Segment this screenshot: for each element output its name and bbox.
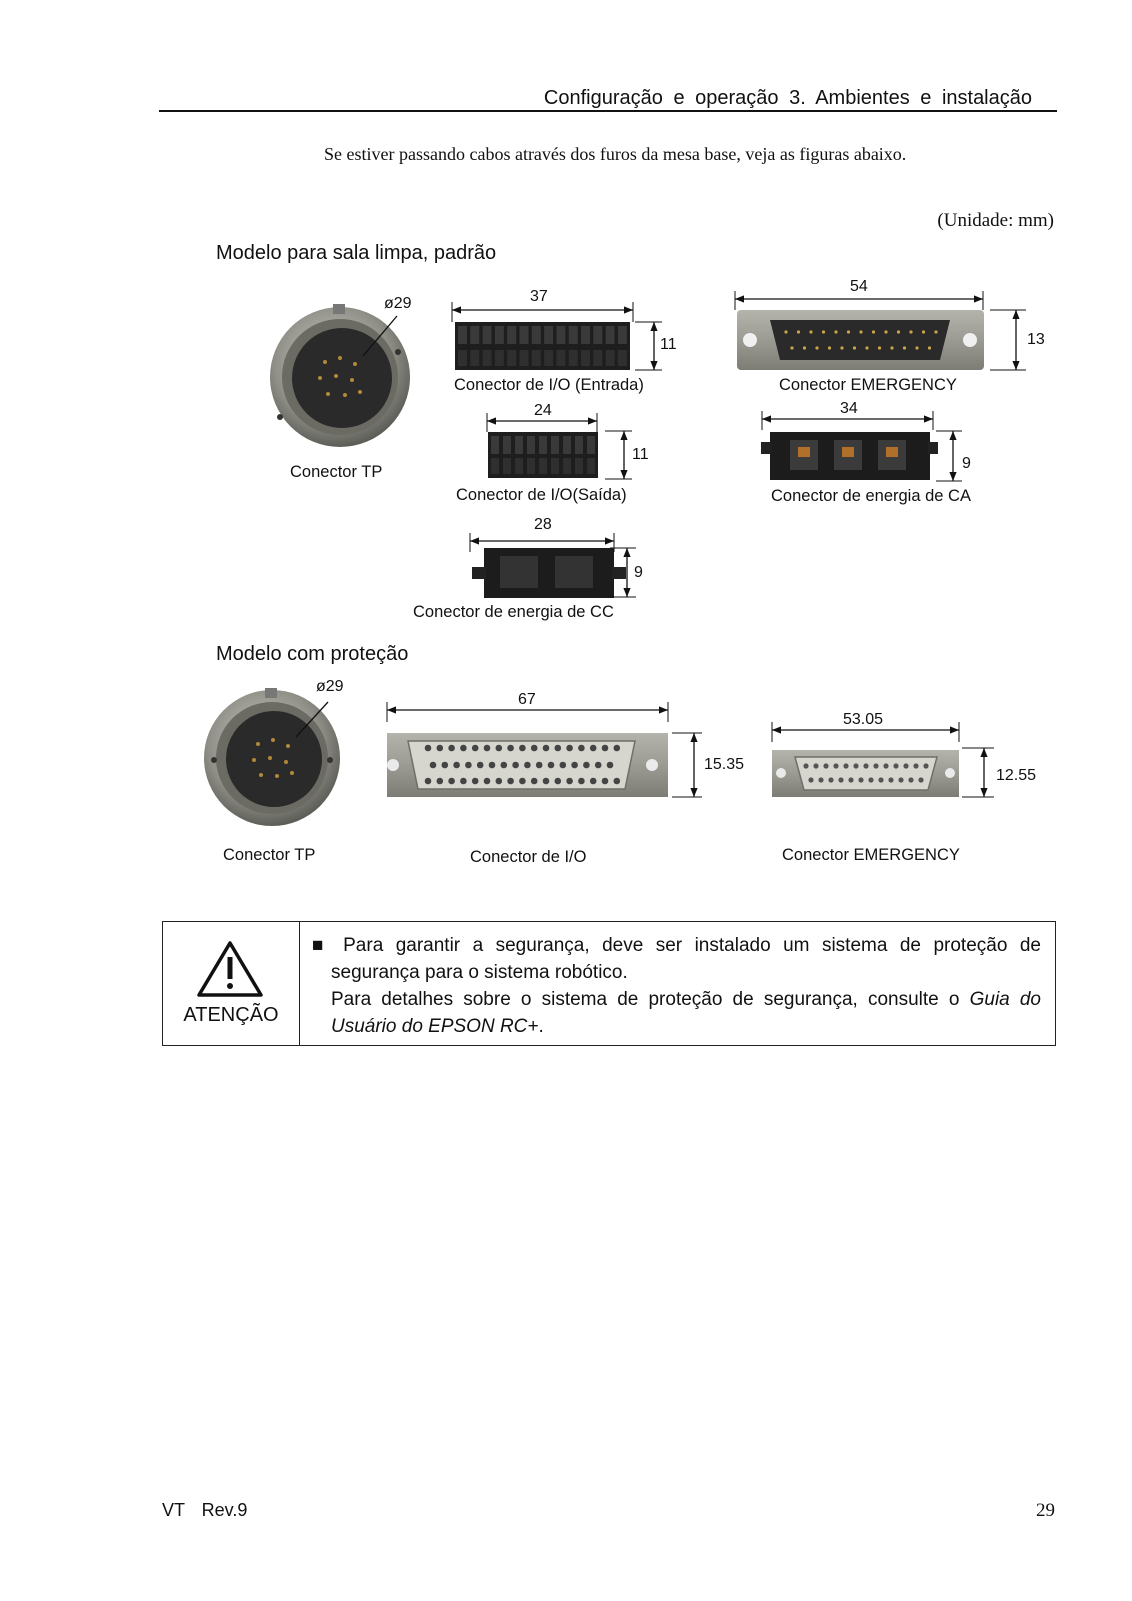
warning-label: ATENÇÃO	[183, 1004, 279, 1026]
io-protected-caption: Conector de I/O	[470, 848, 587, 866]
intro-text: Se estiver passando cabos através dos furos da mesa base, veja as figuras abaixo.	[324, 144, 907, 164]
tp-connector-image-protected	[204, 688, 340, 826]
warning-line-3: Para detalhes sobre o sistema de proteção de segurança, consulte o Guia do	[331, 989, 1041, 1010]
dc-power-connector-image	[472, 548, 626, 598]
warning-line-1: ■ Para garantir a segurança, deve ser instalado um sistema de proteção de	[312, 935, 1041, 956]
io-protected-height-label: 15.35	[704, 756, 745, 773]
dc-power-caption: Conector de energia de CC	[413, 603, 614, 621]
emergency-protected-caption: Conector EMERGENCY	[782, 846, 960, 864]
bullet-icon: ■	[312, 935, 331, 956]
section-title-protected: Modelo com proteção	[216, 643, 409, 665]
dc-power-width-label: 28	[534, 516, 552, 533]
guide-title-italic: Usuário do EPSON RC+	[331, 1016, 539, 1037]
emergency-protected-height-label: 12.55	[996, 767, 1037, 784]
emergency-caption: Conector EMERGENCY	[779, 376, 957, 394]
io-protected-width-label: 67	[518, 691, 536, 708]
io-output-caption: Conector de I/O(Saída)	[456, 486, 627, 504]
header-title: Configuração e operação 3. Ambientes e instalação	[543, 87, 1032, 109]
io-input-width-label: 37	[530, 288, 548, 305]
warning-text-cell	[300, 922, 1055, 1045]
emergency-height-label: 13	[1027, 331, 1045, 348]
warning-label-cell	[163, 922, 300, 1045]
footer-page-number: 29	[1036, 1500, 1055, 1521]
footer-doc-id: VT Rev.9	[162, 1500, 248, 1520]
emergency-protected-width-label: 53.05	[843, 711, 884, 728]
ac-power-width-label: 34	[840, 400, 858, 417]
warning-line-4: Usuário do EPSON RC+.	[331, 1016, 544, 1037]
section-title-standard: Modelo para sala limpa, padrão	[216, 242, 497, 264]
io-output-connector-image	[488, 432, 598, 478]
tp-diameter-label: ø29	[384, 295, 412, 312]
emergency-width-label: 54	[850, 278, 868, 295]
dc-power-height-label: 9	[634, 564, 643, 581]
ac-power-height-label: 9	[962, 455, 971, 472]
io-output-width-label: 24	[534, 402, 552, 419]
ac-power-caption: Conector de energia de CA	[771, 487, 971, 505]
warning-line-2: segurança para o sistema robótico.	[331, 962, 628, 983]
warning-box	[162, 921, 1056, 1046]
io-output-height-label: 11	[632, 446, 649, 463]
emergency-connector-image	[737, 310, 984, 370]
io-connector-image-protected	[387, 733, 668, 797]
guide-reference-italic: Guia do	[969, 989, 1041, 1010]
unit-note: (Unidade: mm)	[937, 210, 1054, 231]
tp-caption-protected: Conector TP	[223, 846, 316, 864]
emergency-connector-image-protected	[772, 750, 959, 797]
io-input-height-label: 11	[660, 336, 677, 353]
io-input-caption: Conector de I/O (Entrada)	[454, 376, 644, 394]
tp-diameter-label-protected: ø29	[316, 678, 344, 695]
ac-power-connector-image	[761, 432, 938, 480]
tp-caption: Conector TP	[290, 463, 383, 481]
io-input-connector-image	[455, 322, 630, 370]
